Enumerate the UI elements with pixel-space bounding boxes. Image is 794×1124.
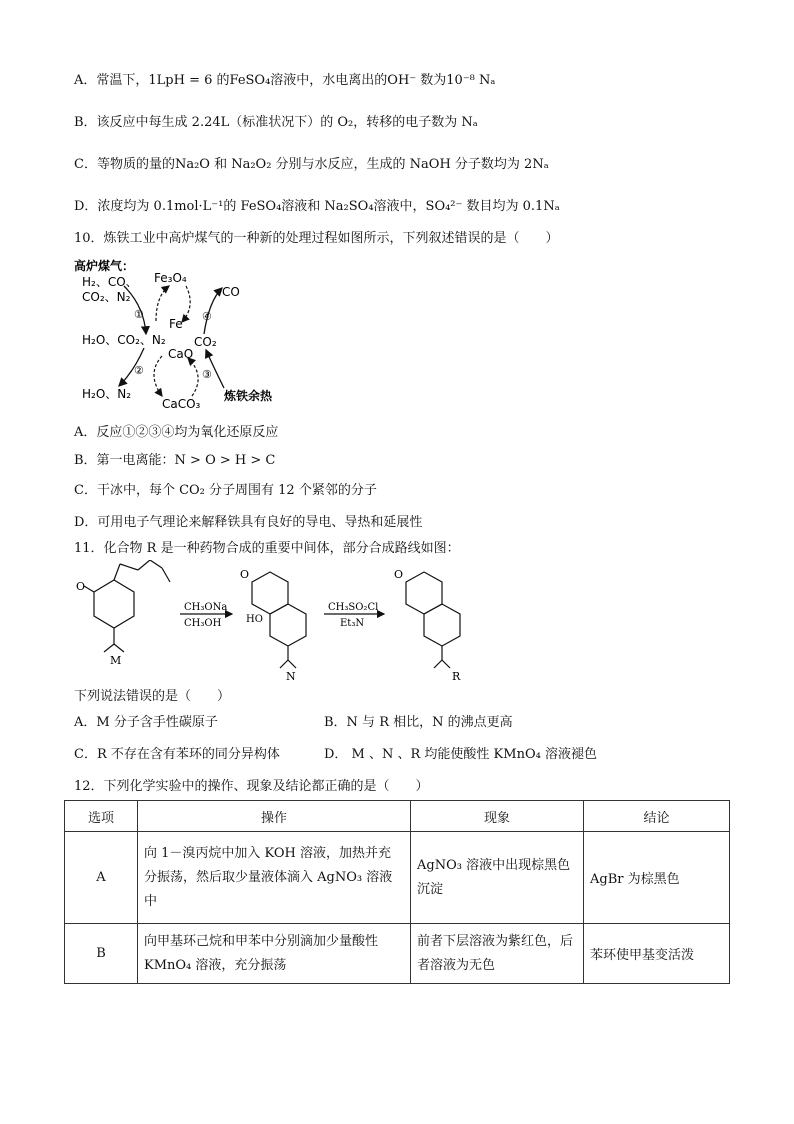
- q11-option-c: C．R 不存在含有苯环的同分异构体: [74, 747, 280, 762]
- row-a-conclusion: AgBr 为棕黑色: [584, 832, 730, 924]
- n-oxygen-label: O: [240, 568, 250, 581]
- n-hydroxyl-label: HO: [246, 614, 263, 625]
- diagram-co: CO: [222, 285, 240, 299]
- experiment-table: [64, 800, 730, 984]
- row-a-phenomenon: AgNO₃ 溶液中出现棕黑色沉淀: [411, 832, 584, 924]
- row-a-operation: 向 1－溴丙烷中加入 KOH 溶液，加热并充分振荡，然后取少量液体滴入 AgNO₃ 溶液中: [138, 832, 411, 924]
- q9-option-d: D．浓度均为 0.1mol·L⁻¹的 FeSO₄溶液和 Na₂SO₄溶液中，SO₄²⁻ 数目均为 0.1Nₐ: [74, 199, 560, 214]
- q9-option-b: B．该反应中每生成 2.24L（标准状况下）的 O₂，转移的电子数为 Nₐ: [74, 115, 478, 130]
- synthesis-route-figure: [74, 560, 494, 685]
- diagram-heat: 炼铁余热: [224, 389, 273, 403]
- m-oxygen-label: O: [76, 580, 86, 593]
- reagent-1b: CH₃OH: [184, 618, 222, 629]
- diagram-step-2: ②: [134, 364, 144, 377]
- row-b-option: B: [65, 924, 138, 984]
- r-oxygen-label: O: [394, 568, 404, 581]
- q11-stem: 11．化合物 R 是一种药物合成的重要中间体，部分合成路线如图：: [74, 541, 460, 556]
- q11-option-d: D． M 、N 、R 均能使酸性 KMnO₄ 溶液褪色: [324, 747, 597, 762]
- q10-option-c: C．干冰中，每个 CO₂ 分子周围有 12 个紧邻的分子: [74, 483, 377, 498]
- q11-option-b: B．N 与 R 相比，N 的沸点更高: [324, 715, 513, 730]
- molecule-m-label: M: [110, 654, 122, 667]
- molecule-r: [406, 572, 460, 668]
- diagram-out: H₂O、N₂: [82, 387, 132, 401]
- diagram-feed: H₂、CO、: [82, 275, 138, 289]
- molecule-r-label: R: [452, 670, 461, 683]
- row-b-conclusion: 苯环使甲基变活泼: [584, 924, 730, 984]
- row-b-phenomenon: 前者下层溶液为紫红色，后者溶液为无色: [411, 924, 584, 984]
- reagent-2b: Et₃N: [340, 618, 365, 629]
- table-header-row: [65, 801, 730, 832]
- header-phenomenon: 现象: [411, 801, 584, 832]
- reagent-1a: CH₃ONa: [184, 602, 228, 613]
- diagram-step-1: ①: [134, 308, 144, 321]
- molecule-m: [84, 560, 170, 652]
- diagram-caco3: CaCO₃: [162, 397, 201, 411]
- row-a-option: A: [65, 832, 138, 924]
- table-row: [65, 924, 730, 984]
- table-row: [65, 832, 730, 924]
- header-conclusion: 结论: [584, 801, 730, 832]
- header-operation: 操作: [138, 801, 411, 832]
- header-option: 选项: [65, 801, 138, 832]
- blast-furnace-gas-diagram: [74, 256, 284, 414]
- diagram-cao: CaO: [168, 347, 194, 361]
- q10-stem: 10．炼铁工业中高炉煤气的一种新的处理过程如图所示，下列叙述错误的是（ ）: [74, 231, 559, 246]
- diagram-step-3: ③: [202, 368, 212, 381]
- diagram-fe3o4: Fe₃O₄: [154, 271, 187, 285]
- q10-option-a: A．反应①②③④均为氧化还原反应: [74, 425, 279, 440]
- diagram-step-4: ④: [202, 310, 212, 323]
- diagram-feed2: CO₂、N₂: [82, 290, 131, 304]
- q9-option-c: C．等物质的量的Na₂O 和 Na₂O₂ 分别与水反应，生成的 NaOH 分子数均为 2Nₐ: [74, 157, 549, 172]
- diagram-fe: Fe: [169, 317, 183, 331]
- molecule-n-label: N: [286, 670, 296, 683]
- q10-option-d: D．可用电子气理论来解释铁具有良好的导电、导热和延展性: [74, 515, 423, 530]
- reagent-2a: CH₃SO₂Cl: [328, 602, 379, 613]
- diagram-co2: CO₂: [194, 335, 217, 349]
- q11-sub-question: 下列说法错误的是（ ）: [74, 689, 231, 704]
- q12-stem: 12．下列化学实验中的操作、现象及结论都正确的是（ ）: [74, 779, 429, 794]
- diagram-mid: H₂O、CO₂、N₂: [82, 333, 166, 347]
- q9-option-a: A．常温下，1LpH = 6 的FeSO₄溶液中，水电离出的OH⁻ 数为10⁻⁸ Nₐ: [74, 73, 496, 88]
- q11-option-a: A．M 分子含手性碳原子: [74, 715, 218, 730]
- diagram-title: 高炉煤气：: [74, 259, 135, 273]
- q10-option-b: B．第一电离能：N > O > H > C: [74, 453, 276, 468]
- row-b-operation: 向甲基环己烷和甲苯中分别滴加少量酸性 KMnO₄ 溶液，充分振荡: [138, 924, 411, 984]
